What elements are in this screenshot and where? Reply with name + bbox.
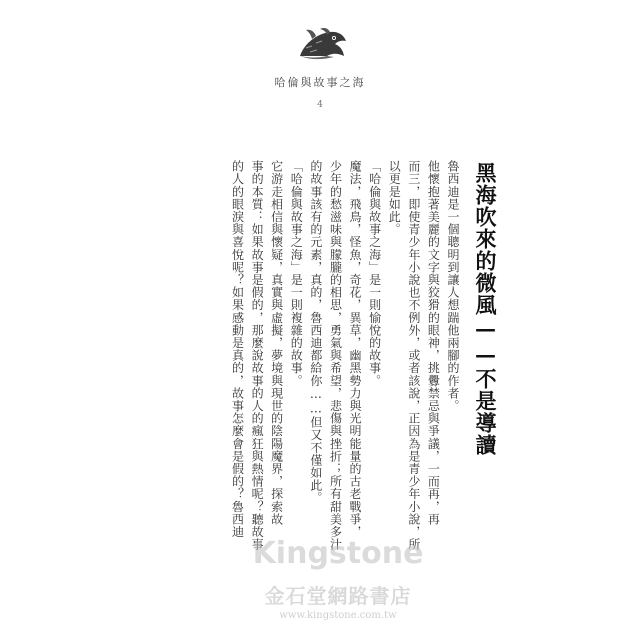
watermark-url: www.kingstone.com.tw bbox=[279, 610, 397, 621]
paragraph-line: 魯西迪是一個聰明到讓人想踹他兩腳的作者。 bbox=[446, 160, 460, 412]
paragraph-line: 它游走相信與懷疑，真實與虛擬，夢境與現世的陰陽魔界，探索故 bbox=[269, 160, 284, 526]
body-text bbox=[227, 160, 462, 580]
paragraph-line: 以更是如此。 bbox=[387, 160, 402, 236]
paragraph-line: 而三，即使青少年小說也不例外，或者該說，正因為是青少年小說，所 bbox=[406, 160, 421, 551]
chapter-title: 黑海吹來的微風——不是導讀 bbox=[473, 162, 498, 456]
sea-monster-head-icon bbox=[294, 26, 350, 66]
paragraph-line: 少年的愁滋味與朦朧的相思，勇氣與希望，悲傷與挫折；所有甜美多汁 bbox=[328, 160, 343, 551]
watermark-brand: Kingstone bbox=[252, 536, 424, 571]
paragraph-line: 魔法，飛鳥，怪魚，奇花，異草，幽黑勢力與光明能量的古老戰爭， bbox=[348, 160, 363, 538]
watermark-chinese-name: 金石堂網路書店 bbox=[264, 584, 412, 608]
paragraph-line: 事的本質：如果故事是假的，那麼說故事的人的瘋狂與熱情呢？聽故事 bbox=[250, 160, 265, 551]
paragraph-line: 「哈倫與故事之海」是一則愉悅的故事。 bbox=[367, 160, 382, 387]
page-number: 4 bbox=[317, 100, 323, 110]
paragraph-line: 他懷抱著美麗的文字與狡猾的眼神，挑釁禁忌與爭議，一而再，再 bbox=[426, 160, 441, 526]
paragraph-line: 的故事該有的元素，真的，魯西迪都給你……但又不僅如此。 bbox=[308, 160, 323, 505]
running-head: 哈倫與故事之海 bbox=[274, 76, 366, 89]
paragraph-line: 「哈倫與故事之海」是一則複雜的故事。 bbox=[289, 160, 304, 387]
paragraph-line: 的人的眼淚與喜悅呢？如果感動是真的，故事怎麼會是假的？魯西迪 bbox=[230, 160, 245, 538]
